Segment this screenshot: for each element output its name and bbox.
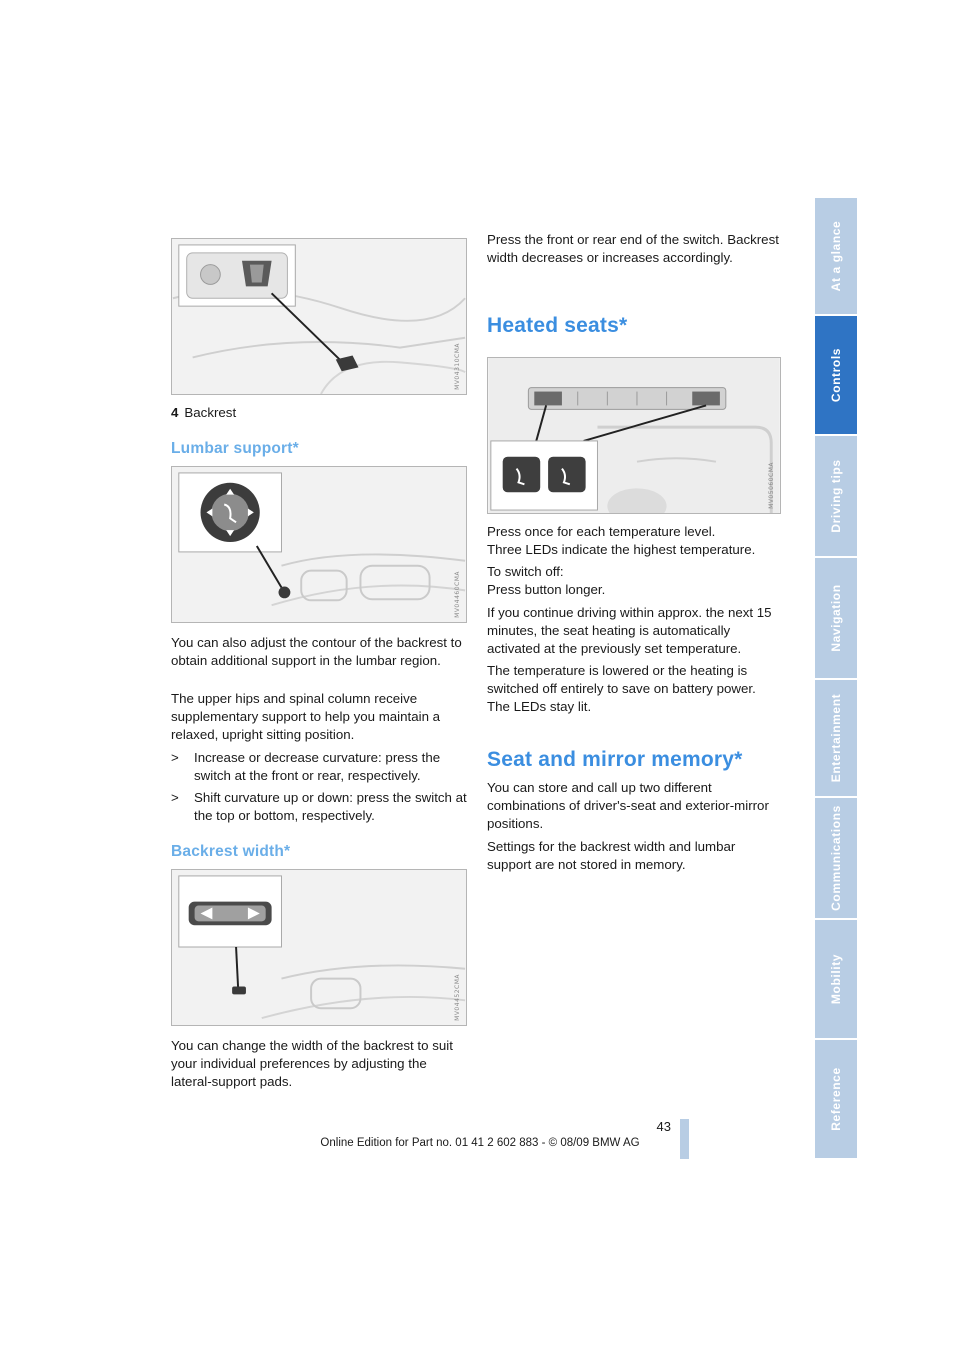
backrest-width-illustration <box>172 870 466 1025</box>
chapter-sidebar <box>815 198 857 1160</box>
lumbar-paragraph-2: The upper hips and spinal column receive supplementary support to help you maintain a relaxed, upright sitting position. <box>171 691 441 742</box>
figure-code: MV04460CMA <box>454 571 461 618</box>
caption-number: 4 <box>171 405 179 420</box>
heated-seats-heading: Heated seats* <box>487 314 628 337</box>
figure-code: MV04452CMA <box>454 974 461 1021</box>
seat-mirror-memory-heading: Seat and mirror memory* <box>487 748 743 771</box>
tab-reference[interactable]: Reference <box>815 1040 857 1160</box>
backrest-width-paragraph: You can change the width of the backrest to suit your individual preferences by adjusting the lateral-support pads. <box>171 1038 453 1089</box>
backrest-width-heading: Backrest width* <box>171 843 291 860</box>
figure-backrest-width-switch <box>171 869 467 1026</box>
heated-paragraph-1: Press once for each temperature level. Three LEDs indicate the highest temperature. <box>487 524 756 557</box>
lumbar-bullet-list <box>171 749 467 829</box>
memory-paragraph-2: Settings for the backrest width and lumbar support are not stored in memory. <box>487 839 736 872</box>
heated-paragraph-4: The temperature is lowered or the heating is switched off entirely to save on battery power. The LEDs stay lit. <box>487 663 756 714</box>
tab-mobility[interactable]: Mobility <box>815 920 857 1040</box>
tab-driving-tips[interactable]: Driving tips <box>815 436 857 558</box>
memory-paragraph-1: You can store and call up two different combinations of driver's-seat and exterior-mirror positions. <box>487 780 769 831</box>
caption-text: Backrest <box>184 405 237 420</box>
heated-seats-illustration <box>488 358 780 513</box>
figure-heated-seats-buttons <box>487 357 781 514</box>
tab-navigation[interactable]: Navigation <box>815 558 857 680</box>
heated-paragraph-3: If you continue driving within approx. the next 15 minutes, the seat heating is automatically activated at the previously set temperature. <box>487 605 772 656</box>
lumbar-switch-illustration <box>172 467 466 622</box>
bullet-marker: > <box>171 790 179 805</box>
tab-communications[interactable]: Communications <box>815 798 857 920</box>
figure-lumbar-switch <box>171 466 467 623</box>
figure-code: MV05060CMA <box>768 462 775 509</box>
tab-entertainment[interactable]: Entertainment <box>815 680 857 798</box>
page-number: 43 <box>656 1119 671 1134</box>
lumbar-support-heading: Lumbar support* <box>171 440 299 457</box>
figure-code: MV04310CMA <box>454 343 461 390</box>
bullet-marker: > <box>171 750 179 765</box>
tab-controls[interactable]: Controls <box>815 316 857 436</box>
tab-at-a-glance[interactable]: At a glance <box>815 198 857 316</box>
footer-edition-text: Online Edition for Part no. 01 41 2 602 883 - © 08/09 BMW AG <box>320 1137 640 1149</box>
lumbar-paragraph-1: You can also adjust the contour of the backrest to obtain additional support in the lumbar region. <box>171 635 462 668</box>
backrest-width-paragraph-2: Press the front or rear end of the switch. Backrest width decreases or increases accordingly. <box>487 232 779 265</box>
figure-backrest-switch <box>171 238 467 395</box>
heated-paragraph-2: To switch off: Press button longer. <box>487 564 606 597</box>
list-item: > Increase or decrease curvature: press the switch at the front or rear, respectively. <box>171 750 441 783</box>
list-item: > Shift curvature up or down: press the switch at the top or bottom, respectively. <box>171 790 467 823</box>
figure-caption <box>171 404 236 422</box>
backrest-switch-illustration <box>172 239 466 394</box>
